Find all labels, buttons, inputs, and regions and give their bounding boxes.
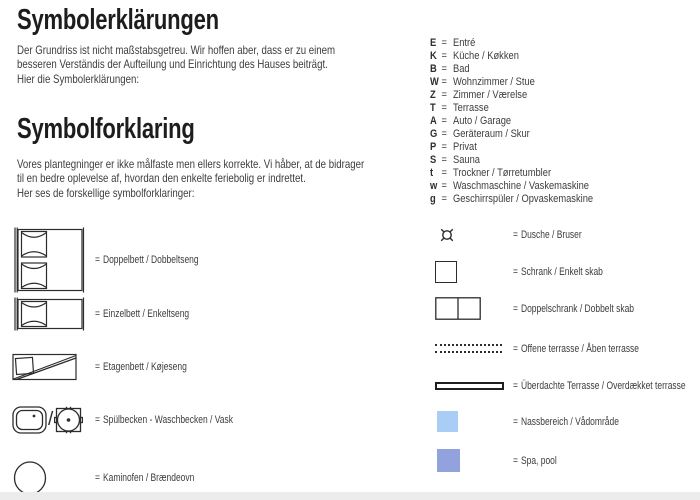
open-terrace-icon (435, 344, 502, 353)
abbreviation-letter: E (430, 37, 437, 49)
sink-separator: / (48, 409, 54, 430)
single-bed-icon (12, 297, 86, 331)
covered-terrace-icon (435, 382, 504, 390)
legend-row-wet-area (435, 411, 619, 432)
legend-row-covered-terrace (435, 379, 686, 392)
equals-sign: = (441, 76, 447, 88)
equals-sign: = (441, 167, 447, 179)
equals-sign: = (441, 63, 447, 75)
abbreviation-letter: G (430, 128, 438, 140)
intro-paragraph-danish (17, 157, 364, 200)
abbreviation-label: Trockner / Tørretumbler (452, 167, 552, 179)
double-bed-icon (12, 227, 86, 293)
abbreviation-row (430, 154, 593, 167)
wood-stove-icon (12, 461, 48, 495)
spa-pool-swatch (437, 449, 460, 472)
abbreviation-row (430, 89, 593, 102)
symbol-label-text: Spülbecken - Waschbecken / Vask (102, 414, 233, 426)
paragraph-line: Her ses de forskellige symbolforklaringer: (17, 185, 195, 200)
abbreviation-letter: S (430, 154, 437, 166)
room-abbreviation-list (430, 37, 593, 206)
abbreviation-row (430, 115, 593, 128)
paragraph-line: besseren Verständis der Aufteilung und Einrichtung des Hauses beiträgt. (17, 57, 328, 72)
round-sink-icon (54, 406, 83, 434)
shower-icon (438, 226, 456, 244)
equals-sign: = (441, 115, 447, 127)
equals-sign: = (95, 308, 100, 320)
legend-row-wood-stove (12, 461, 195, 495)
abbreviation-label: Geschirrspüler / Opvaskemaskine (452, 193, 594, 205)
paragraph-line: Der Grundriss ist nicht maßstabsgetreu. Wir hoffen aber, dass er zu einem (17, 43, 336, 57)
symbol-label (513, 343, 639, 355)
symbol-label (513, 416, 619, 428)
abbreviation-label: Terrasse (452, 102, 489, 114)
page-title-danish: Symbolforklaring (17, 113, 195, 145)
abbreviation-label: Küche / Køkken (452, 50, 519, 62)
symbol-label-text: Schrank / Enkelt skab (520, 265, 603, 278)
abbreviation-letter: g (430, 193, 436, 205)
wet-area-swatch (437, 411, 458, 432)
equals-sign: = (441, 89, 447, 101)
symbol-label (95, 414, 233, 426)
intro-paragraph-german (17, 43, 335, 86)
abbreviation-row (430, 50, 593, 63)
equals-sign: = (513, 415, 518, 428)
equals-sign: = (513, 379, 518, 392)
double-wardrobe-icon (435, 297, 481, 320)
abbreviation-letter: t (430, 167, 434, 179)
abbreviation-row (430, 193, 593, 206)
paragraph-line: Hier die Symbolerklärungen: (17, 71, 140, 86)
abbreviation-letter: B (430, 63, 437, 75)
symbol-label-text: Offene terrasse / Åben terrasse (520, 342, 640, 355)
equals-sign: = (95, 472, 100, 484)
legend-row-bunk-bed (12, 353, 187, 381)
symbol-label-text: Kaminofen / Brændeovn (102, 472, 195, 484)
abbreviation-label: Entré (452, 37, 476, 49)
abbreviation-label: Privat (452, 141, 477, 153)
legend-row-spa-pool (435, 449, 557, 472)
abbreviation-letter: K (430, 50, 437, 62)
legend-row-double-bed (12, 227, 199, 293)
abbreviation-letter: P (430, 141, 437, 153)
equals-sign: = (441, 141, 447, 153)
legend-row-single-bed (12, 297, 190, 331)
abbreviation-row (430, 63, 593, 76)
equals-sign: = (441, 128, 447, 140)
page-bottom-edge (0, 492, 700, 500)
symbol-label-text: Nassbereich / Vådområde (520, 415, 619, 428)
equals-sign: = (95, 361, 100, 373)
abbreviation-letter: A (430, 115, 437, 127)
abbreviation-letter: w (430, 180, 438, 192)
symbol-label (95, 361, 187, 373)
abbreviation-label: Wohnzimmer / Stue (452, 76, 535, 88)
legend-row-open-terrace (435, 342, 640, 355)
abbreviation-row (430, 167, 593, 180)
abbreviation-label: Auto / Garage (452, 115, 512, 127)
abbreviation-row (430, 180, 593, 193)
equals-sign: = (441, 37, 447, 49)
symbol-label-text: Dusche / Bruser (520, 229, 582, 241)
abbreviation-row (430, 102, 593, 115)
paragraph-line: til en bedre oplevelse af, hvordan den enkelte feriebolig er indrettet. (17, 171, 306, 186)
abbreviation-row (430, 128, 593, 141)
kitchen-sink-icon (12, 406, 47, 434)
bunk-bed-icon (12, 353, 78, 381)
equals-sign: = (95, 414, 100, 426)
legend-row-shower (435, 226, 582, 244)
legend-row-sink (12, 405, 233, 435)
symbol-label (513, 455, 557, 467)
paragraph-line: Vores plantegninger er ikke målfaste men ellers korrekte. Vi håber, at de bidrager (17, 157, 365, 171)
symbol-label (95, 254, 199, 266)
wardrobe-icon (435, 261, 457, 283)
symbol-label (95, 308, 189, 320)
symbol-label-text: Überdachte Terrasse / Overdækket terrasse (520, 379, 686, 392)
symbol-label-text: Doppelbett / Dobbeltseng (102, 254, 199, 266)
abbreviation-label: Zimmer / Værelse (452, 89, 528, 101)
equals-sign: = (513, 342, 518, 355)
abbreviation-label: Bad (452, 63, 470, 75)
abbreviation-letter: T (430, 102, 436, 114)
abbreviation-row (430, 76, 593, 89)
symbol-label (513, 229, 582, 241)
symbol-label (95, 472, 194, 484)
equals-sign: = (513, 229, 518, 241)
symbol-label (513, 380, 686, 392)
equals-sign: = (441, 102, 447, 114)
symbol-label (513, 266, 603, 278)
legend-row-wardrobe (435, 260, 603, 283)
equals-sign: = (513, 302, 518, 315)
equals-sign: = (513, 265, 518, 278)
equals-sign: = (441, 50, 447, 62)
equals-sign: = (441, 180, 447, 192)
equals-sign: = (513, 454, 518, 467)
legend-row-double-wardrobe (435, 297, 634, 320)
equals-sign: = (95, 254, 100, 266)
symbol-label (513, 303, 634, 315)
abbreviation-label: Geräteraum / Skur (452, 128, 530, 140)
equals-sign: = (441, 154, 447, 166)
abbreviation-row (430, 141, 593, 154)
abbreviation-label: Sauna (452, 154, 480, 166)
symbol-label-text: Etagenbett / Køjeseng (102, 361, 187, 373)
abbreviation-letter: W (430, 76, 439, 88)
equals-sign: = (441, 193, 447, 205)
abbreviation-row (430, 37, 593, 50)
symbol-label-text: Spa, pool (520, 454, 557, 467)
abbreviation-letter: Z (430, 89, 436, 101)
symbol-label-text: Einzelbett / Enkeltseng (102, 308, 190, 320)
page-title-german: Symbolerklärungen (17, 4, 219, 36)
abbreviation-label: Waschmaschine / Vaskemaskine (452, 180, 589, 192)
symbol-label-text: Doppelschrank / Dobbelt skab (520, 302, 634, 315)
